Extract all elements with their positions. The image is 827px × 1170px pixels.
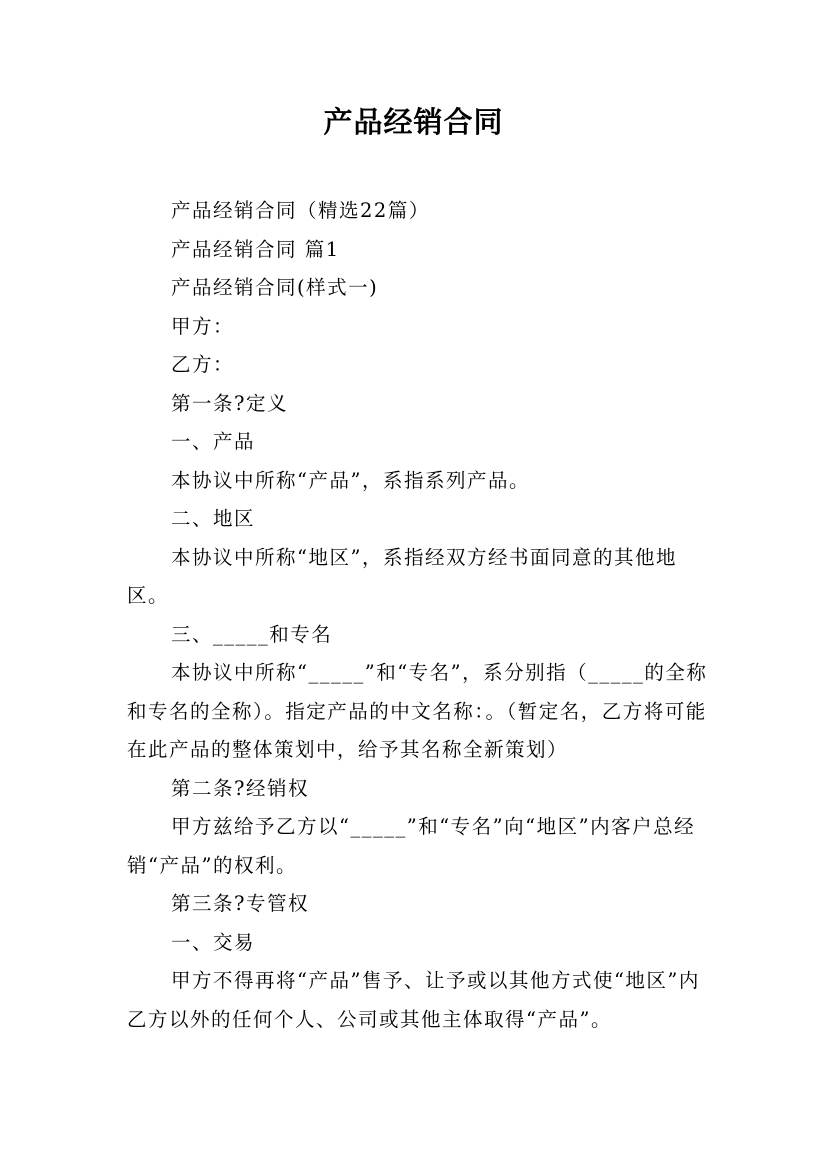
party-b-label: 乙方： bbox=[171, 353, 235, 376]
article-2-heading: 第二条?经销权 bbox=[171, 776, 309, 800]
paragraph-subtitle: 产品经销合同（精选22篇） bbox=[171, 199, 430, 222]
document-body bbox=[127, 192, 712, 1039]
section-brand-heading: 三、_____和专名 bbox=[171, 622, 333, 646]
paragraph-chapter-heading: 产品经销合同 篇1 bbox=[171, 237, 340, 261]
section-region-text: 本协议中所称“地区”，系指经双方经书面同意的其他地区。 bbox=[127, 545, 677, 607]
section-trade-text: 甲方不得再将“产品”售予、让予或以其他方式使“地区”内乙方以外的任何个人、公司或其他主体取得“产品”。 bbox=[127, 969, 700, 1031]
article-3-heading: 第三条?专管权 bbox=[171, 892, 309, 915]
section-product-text: 本协议中所称“产品”，系指系列产品。 bbox=[171, 468, 530, 492]
section-region-heading: 二、地区 bbox=[171, 507, 256, 530]
article-1-heading: 第一条?定义 bbox=[171, 391, 288, 415]
section-product-heading: 一、产品 bbox=[171, 430, 256, 453]
section-brand-text: 本协议中所称“_____”和“专名”，系分别指（_____的全称和专名的全称）。指定产品的中文名称：。（暂定名，乙方将可能在此产品的整体策划中，给予其名称全新策划） bbox=[127, 661, 708, 761]
article-2-text: 甲方兹给予乙方以“_____”和“专名”向“地区”内客户总经销“产品”的权利。 bbox=[127, 815, 696, 877]
paragraph-style-heading: 产品经销合同(样式一) bbox=[171, 276, 379, 299]
section-trade-heading: 一、交易 bbox=[171, 930, 256, 954]
document-title: 产品经销合同 bbox=[323, 105, 504, 139]
party-a-label: 甲方： bbox=[171, 314, 235, 338]
